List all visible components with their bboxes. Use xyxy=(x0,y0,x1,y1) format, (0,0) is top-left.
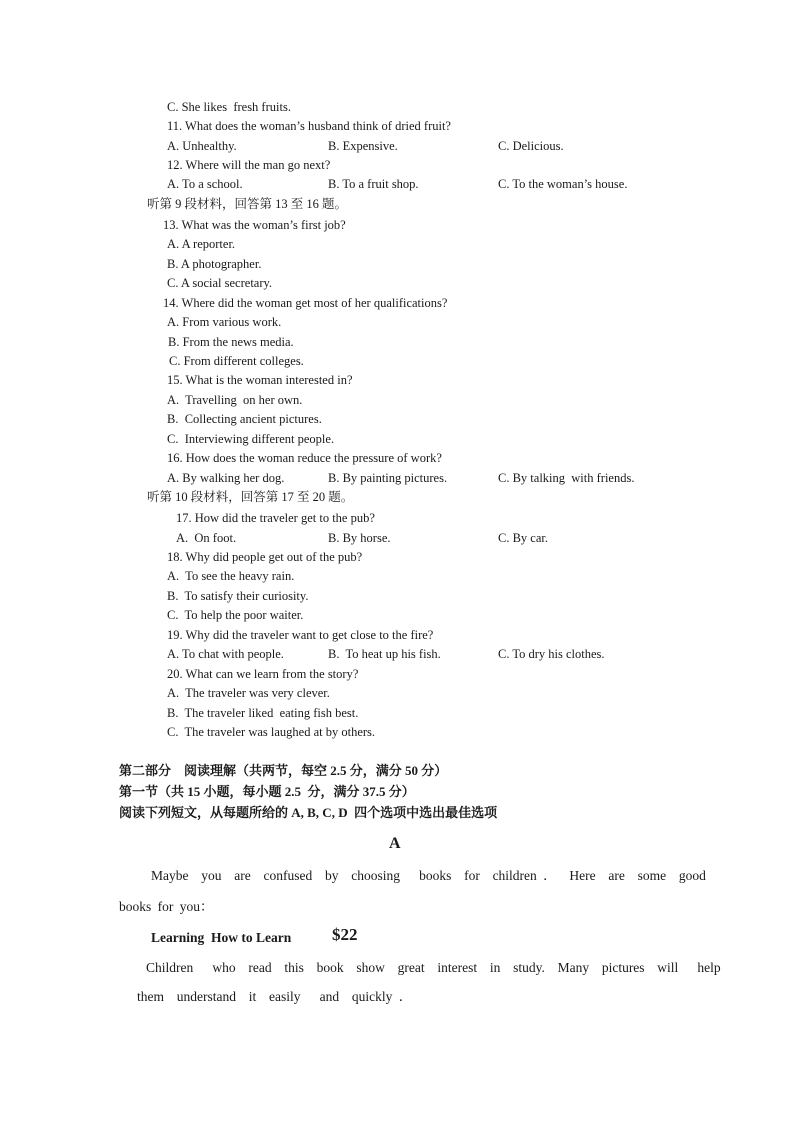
q13-option-c: C. A social secretary. xyxy=(167,276,273,290)
q19-stem: 19. Why did the traveler want to get close to the fire? xyxy=(167,628,434,642)
q19-option-c: C. To dry his clothes. xyxy=(498,647,605,661)
q10-option-c: C. She likes fresh fruits. xyxy=(167,100,291,114)
passage-intro-line-1: Maybe you are confused by choosing books for children ． Here are some good xyxy=(151,868,706,883)
q16-option-a: A. By walking her dog. xyxy=(167,471,285,485)
q19-option-a: A. To chat with people. xyxy=(167,647,284,661)
book-description-line-1: Children who read this book show great interest in study. Many pictures will help xyxy=(146,960,721,975)
passage-intro-line-2: books for you： xyxy=(119,899,214,914)
q18-stem: 18. Why did people get out of the pub? xyxy=(167,550,363,564)
q16-stem: 16. How does the woman reduce the pressure of work? xyxy=(167,451,442,465)
q20-stem: 20. What can we learn from the story? xyxy=(167,667,359,681)
q14-stem: 14. Where did the woman get most of her qualifications? xyxy=(163,296,448,310)
q11-option-c: C. Delicious. xyxy=(498,139,564,153)
q18-option-b: B. To satisfy their curiosity. xyxy=(167,589,309,603)
q14-option-a: A. From various work. xyxy=(167,315,282,329)
q19-option-b: B. To heat up his fish. xyxy=(328,647,441,661)
q14-option-c: C. From different colleges. xyxy=(169,354,304,368)
book-title: Learning How to Learn xyxy=(151,930,292,945)
q20-option-a: A. The traveler was very clever. xyxy=(167,686,330,700)
q17-option-a: A. On foot. xyxy=(176,531,237,545)
q12-option-b: B. To a fruit shop. xyxy=(328,177,419,191)
q20-option-b: B. The traveler liked eating fish best. xyxy=(167,706,359,720)
section-10-instruction: 听第 10 段材料，回答第 17 至 20 题。 xyxy=(147,490,354,504)
q15-option-c: C. Interviewing different people. xyxy=(167,432,335,446)
q15-option-a: A. Travelling on her own. xyxy=(167,393,303,407)
reading-instruction: 阅读下列短文，从每题所给的 A, B, C, D 四个选项中选出最佳选项 xyxy=(119,805,498,820)
q18-option-c: C. To help the poor waiter. xyxy=(167,608,304,622)
part-two-heading: 第二部分 阅读理解（共两节，每空 2.5 分，满分 50 分） xyxy=(119,763,448,778)
book-price: $22 xyxy=(332,925,358,944)
q13-stem: 13. What was the woman’s first job? xyxy=(163,218,346,232)
q18-option-a: A. To see the heavy rain. xyxy=(167,569,295,583)
q14-option-b: B. From the news media. xyxy=(168,335,294,349)
q17-stem: 17. How did the traveler get to the pub? xyxy=(176,511,375,525)
q12-option-a: A. To a school. xyxy=(167,177,243,191)
q12-stem: 12. Where will the man go next? xyxy=(167,158,331,172)
book-description-line-2: them understand it easily and quickly ． xyxy=(137,989,413,1004)
q20-option-c: C. The traveler was laughed at by others. xyxy=(167,725,376,739)
q15-stem: 15. What is the woman interested in? xyxy=(167,373,353,387)
q11-option-a: A. Unhealthy. xyxy=(167,139,237,153)
q13-option-b: B. A photographer. xyxy=(167,257,262,271)
q17-option-c: C. By car. xyxy=(498,531,548,545)
section-one-heading: 第一节（共 15 小题，每小题 2.5 分，满分 37.5 分） xyxy=(119,784,415,799)
passage-letter: A xyxy=(389,835,401,852)
q15-option-b: B. Collecting ancient pictures. xyxy=(167,412,322,426)
q17-option-b: B. By horse. xyxy=(328,531,391,545)
section-9-instruction: 听第 9 段材料，回答第 13 至 16 题。 xyxy=(147,197,348,211)
q16-option-c: C. By talking with friends. xyxy=(498,471,635,485)
q11-option-b: B. Expensive. xyxy=(328,139,398,153)
q11-stem: 11. What does the woman’s husband think of dried fruit? xyxy=(167,119,451,133)
q13-option-a: A. A reporter. xyxy=(167,237,236,251)
q16-option-b: B. By painting pictures. xyxy=(328,471,448,485)
q12-option-c: C. To the woman’s house. xyxy=(498,177,628,191)
